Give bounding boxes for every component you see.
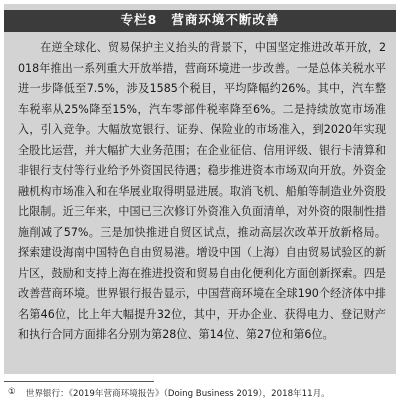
sidebar-box: [4, 4, 396, 374]
box-paragraph: 在逆全球化、贸易保护主义抬头的背景下，中国坚定推进改革开放，2018年推出一系列重大开放举措，营商环境进一步改善。一是总体关税水平进一步降低至7.5%，涉及1585个税目，平均降幅约26%。其中，汽车整车税率从25%降至15%，汽车零部件税率降至6%。二是持续放宽市场准入，引入竞争。大幅放宽银行、证券、保险业的市场准入，到2020年实现全股比运营，并大幅扩大业务范围；在企业征信、信用评级、银行卡清算和非银行支付等行业给予外资国民待遇；稳步推进资本市场双向开放。外资金融机构市场准入和在华展业取得明显进展。取消飞机、船舶等制造业外资股比限制。近三年来，中国已三次修订外资准入负面清单，对外资的限制性措施削减了57%。三是加快推进自贸区试点，推动高层次改革开放新格局。探索建设海南中国特色自由贸易港。增设中国（上海）自由贸易试验区的新片区，鼓励和支持上海在推进投资和贸易自由化便利化方面创新探索。四是改善营商环境。世界银行报告显示，中国营商环境在全球190个经济体中排名第46位，比上年大幅提升32位，其中，开办企业、获得电力、登记财产和执行合同方面排名分别为第28位、第14位、第27位和第6位。: [18, 41, 386, 341]
footnote: [8, 387, 330, 399]
box-title-text: 营商环境不断改善: [171, 12, 280, 27]
footnote-text: 世界银行：《2019年营商环境报告》（Doing Business 2019），2018年11月。: [25, 389, 330, 399]
box-title: [121, 10, 280, 28]
footnote-marker: ①: [8, 387, 16, 397]
box-label: 专栏8: [120, 12, 158, 27]
footnote-divider: [4, 381, 154, 382]
